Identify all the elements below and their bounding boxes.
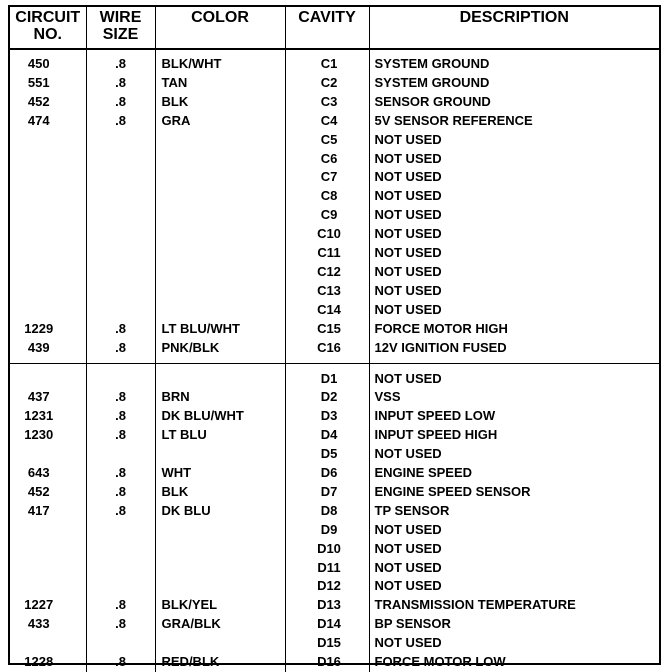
cavity-cell: C12 <box>285 263 369 282</box>
circuit-no-cell: 1231 <box>10 407 86 426</box>
circuit-no-cell <box>10 540 86 559</box>
table-row <box>10 168 659 187</box>
table-row <box>10 540 659 559</box>
cavity-cell: C8 <box>285 187 369 206</box>
table-row <box>10 93 659 112</box>
color-cell: WHT <box>155 464 285 483</box>
table-row <box>10 634 659 653</box>
color-cell: LT BLU <box>155 426 285 445</box>
circuit-no-cell: 551 <box>10 74 86 93</box>
wire-size-cell: .8 <box>86 502 155 521</box>
cavity-cell: C1 <box>285 55 369 74</box>
cavity-cell: C16 <box>285 339 369 358</box>
circuit-no-cell: 452 <box>10 483 86 502</box>
cavity-cell: D4 <box>285 426 369 445</box>
header-wire-size <box>86 7 155 49</box>
circuit-no-cell <box>10 131 86 150</box>
cavity-cell: D8 <box>285 502 369 521</box>
wire-size-cell: .8 <box>86 74 155 93</box>
table-row <box>10 407 659 426</box>
wire-size-cell: .8 <box>86 653 155 672</box>
header-row <box>10 7 659 49</box>
color-cell <box>155 225 285 244</box>
circuit-no-cell <box>10 282 86 301</box>
color-cell: BLK/WHT <box>155 55 285 74</box>
circuit-no-cell: 439 <box>10 339 86 358</box>
description-cell: FORCE MOTOR LOW <box>374 654 506 670</box>
circuit-no-cell <box>10 225 86 244</box>
circuit-no-cell <box>10 634 86 653</box>
wire-size-cell <box>86 540 155 559</box>
wire-size-cell <box>86 225 155 244</box>
color-cell: DK BLU/WHT <box>155 407 285 426</box>
table-row <box>10 112 659 131</box>
circuit-no-cell <box>10 521 86 540</box>
cavity-cell: D1 <box>285 370 369 389</box>
wire-size-cell: .8 <box>86 112 155 131</box>
table-row <box>10 131 659 150</box>
color-cell <box>155 131 285 150</box>
table-row <box>10 339 659 358</box>
description-cell: TRANSMISSION TEMPERATURE <box>374 597 576 613</box>
table-row <box>10 615 659 634</box>
color-cell <box>155 187 285 206</box>
table-row <box>10 577 659 596</box>
cavity-cell: D3 <box>285 407 369 426</box>
description-cell: NOT USED <box>374 169 442 185</box>
wire-size-cell: .8 <box>86 55 155 74</box>
wire-size-cell: .8 <box>86 464 155 483</box>
color-cell <box>155 540 285 559</box>
circuit-no-cell <box>10 244 86 263</box>
wire-size-cell <box>86 577 155 596</box>
color-cell <box>155 244 285 263</box>
description-cell: TP SENSOR <box>374 502 450 518</box>
color-cell <box>155 206 285 225</box>
color-cell <box>155 282 285 301</box>
wire-size-cell: .8 <box>86 596 155 615</box>
circuit-no-cell <box>10 168 86 187</box>
color-cell: BLK <box>155 483 285 502</box>
circuit-no-cell <box>10 445 86 464</box>
header-circuit-line1: CIRCUIT <box>15 9 81 26</box>
color-cell <box>155 263 285 282</box>
wire-size-cell: .8 <box>86 426 155 445</box>
color-cell: DK BLU <box>155 502 285 521</box>
cavity-cell: D16 <box>285 653 369 672</box>
cavity-cell: C4 <box>285 112 369 131</box>
wire-size-cell: .8 <box>86 407 155 426</box>
circuit-no-cell <box>10 577 86 596</box>
table-row <box>10 445 659 464</box>
table-row <box>10 559 659 578</box>
cavity-cell: D6 <box>285 464 369 483</box>
description-cell: VSS <box>374 389 401 405</box>
circuit-no-cell: 452 <box>10 93 86 112</box>
description-cell: ENGINE SPEED SENSOR <box>374 483 531 499</box>
color-cell <box>155 559 285 578</box>
circuit-no-cell: 433 <box>10 615 86 634</box>
cavity-cell: D11 <box>285 559 369 578</box>
description-cell: NOT USED <box>374 559 442 575</box>
table-row <box>10 150 659 169</box>
cavity-cell: D7 <box>285 483 369 502</box>
table-row <box>10 187 659 206</box>
description-cell: SENSOR GROUND <box>374 93 491 109</box>
cavity-cell: C10 <box>285 225 369 244</box>
header-cavity: CAVITY <box>285 7 369 49</box>
table-row <box>10 244 659 263</box>
connector-pinout-table <box>10 7 659 672</box>
color-cell <box>155 150 285 169</box>
description-cell: SYSTEM GROUND <box>374 56 490 71</box>
wire-size-cell <box>86 187 155 206</box>
description-cell: INPUT SPEED HIGH <box>374 427 498 443</box>
table-row <box>10 653 659 672</box>
cavity-cell: D10 <box>285 540 369 559</box>
description-cell: NOT USED <box>374 282 442 298</box>
table-row <box>10 320 659 339</box>
wire-size-cell: .8 <box>86 483 155 502</box>
color-cell: GRA/BLK <box>155 615 285 634</box>
wire-size-cell <box>86 370 155 389</box>
table-row <box>10 370 659 389</box>
wire-size-cell <box>86 521 155 540</box>
description-cell: NOT USED <box>374 263 442 279</box>
header-wire-line2: SIZE <box>102 26 139 43</box>
color-cell <box>155 445 285 464</box>
description-cell: NOT USED <box>374 245 442 261</box>
header-wire-line1: WIRE <box>99 9 142 26</box>
circuit-no-cell <box>10 150 86 169</box>
header-circuit-line2: NO. <box>33 26 62 43</box>
table-row <box>10 225 659 244</box>
table-row <box>10 282 659 301</box>
wire-size-cell <box>86 559 155 578</box>
description-cell: NOT USED <box>374 635 442 651</box>
table-row <box>10 263 659 282</box>
wire-size-cell <box>86 168 155 187</box>
cavity-cell: D12 <box>285 577 369 596</box>
description-cell: FORCE MOTOR HIGH <box>374 320 508 336</box>
circuit-no-cell: 643 <box>10 464 86 483</box>
wire-size-cell <box>86 206 155 225</box>
color-cell: BLK/YEL <box>155 596 285 615</box>
wire-size-cell: .8 <box>86 320 155 339</box>
table-row <box>10 464 659 483</box>
circuit-no-cell: 1227 <box>10 596 86 615</box>
header-color: COLOR <box>155 7 285 49</box>
color-cell <box>155 634 285 653</box>
description-cell: NOT USED <box>374 301 442 317</box>
circuit-no-cell: 437 <box>10 388 86 407</box>
cavity-cell: D15 <box>285 634 369 653</box>
circuit-no-cell: 417 <box>10 502 86 521</box>
description-cell: NOT USED <box>374 578 442 594</box>
circuit-no-cell <box>10 301 86 320</box>
cavity-cell: C2 <box>285 74 369 93</box>
table-body <box>10 49 659 672</box>
header-description: DESCRIPTION <box>369 7 659 49</box>
wire-size-cell <box>86 634 155 653</box>
cavity-cell: D13 <box>285 596 369 615</box>
description-cell: ENGINE SPEED <box>374 465 473 481</box>
circuit-no-cell: 474 <box>10 112 86 131</box>
description-cell: 12V IGNITION FUSED <box>374 339 507 355</box>
circuit-no-cell <box>10 559 86 578</box>
cavity-cell: C11 <box>285 244 369 263</box>
cavity-cell: C13 <box>285 282 369 301</box>
table-row <box>10 388 659 407</box>
wire-size-cell <box>86 301 155 320</box>
color-cell: TAN <box>155 74 285 93</box>
color-cell <box>155 577 285 596</box>
table-row <box>10 483 659 502</box>
color-cell: RED/BLK <box>155 653 285 672</box>
cavity-cell: C3 <box>285 93 369 112</box>
color-cell: LT BLU/WHT <box>155 320 285 339</box>
wire-size-cell <box>86 131 155 150</box>
cavity-cell: C5 <box>285 131 369 150</box>
wire-size-cell <box>86 282 155 301</box>
wire-size-cell: .8 <box>86 339 155 358</box>
table-row <box>10 502 659 521</box>
cavity-cell: C7 <box>285 168 369 187</box>
color-cell <box>155 301 285 320</box>
description-cell: SYSTEM GROUND <box>374 74 490 90</box>
cavity-cell: C9 <box>285 206 369 225</box>
wire-size-cell: .8 <box>86 615 155 634</box>
table-row <box>10 596 659 615</box>
description-cell: 5V SENSOR REFERENCE <box>374 112 533 128</box>
description-cell: NOT USED <box>374 540 442 556</box>
description-cell: NOT USED <box>374 446 442 462</box>
circuit-no-cell: 1230 <box>10 426 86 445</box>
wire-size-cell: .8 <box>86 93 155 112</box>
color-cell <box>155 370 285 389</box>
circuit-no-cell <box>10 187 86 206</box>
table-row <box>10 426 659 445</box>
wire-size-cell <box>86 150 155 169</box>
cavity-cell: C15 <box>285 320 369 339</box>
color-cell: BRN <box>155 388 285 407</box>
color-cell: GRA <box>155 112 285 131</box>
table-row <box>10 55 659 74</box>
color-cell: PNK/BLK <box>155 339 285 358</box>
color-cell <box>155 168 285 187</box>
wire-size-cell <box>86 244 155 263</box>
header-circuit-no <box>10 7 86 49</box>
description-cell: BP SENSOR <box>374 616 451 632</box>
cavity-cell: D5 <box>285 445 369 464</box>
table-row <box>10 206 659 225</box>
circuit-no-cell: 1229 <box>10 320 86 339</box>
table-row <box>10 74 659 93</box>
wire-size-cell <box>86 445 155 464</box>
description-cell: NOT USED <box>374 226 442 242</box>
circuit-no-cell <box>10 263 86 282</box>
wire-size-cell: .8 <box>86 388 155 407</box>
description-cell: NOT USED <box>374 131 442 147</box>
description-cell: NOT USED <box>374 188 442 204</box>
cavity-cell: D2 <box>285 388 369 407</box>
description-cell: INPUT SPEED LOW <box>374 408 496 424</box>
color-cell: BLK <box>155 93 285 112</box>
color-cell <box>155 521 285 540</box>
circuit-no-cell <box>10 206 86 225</box>
cavity-cell: C6 <box>285 150 369 169</box>
description-cell: NOT USED <box>374 207 442 223</box>
table-row <box>10 301 659 320</box>
cavity-cell: C14 <box>285 301 369 320</box>
cavity-cell: D14 <box>285 615 369 634</box>
circuit-no-cell: 450 <box>10 55 86 74</box>
cavity-cell: D9 <box>285 521 369 540</box>
circuit-no-cell: 1228 <box>10 653 86 672</box>
connector-table-frame <box>8 5 661 670</box>
wire-size-cell <box>86 263 155 282</box>
description-cell: NOT USED <box>374 150 442 166</box>
table-row <box>10 521 659 540</box>
circuit-no-cell <box>10 370 86 389</box>
description-cell: NOT USED <box>374 370 442 386</box>
description-cell: NOT USED <box>374 521 442 537</box>
